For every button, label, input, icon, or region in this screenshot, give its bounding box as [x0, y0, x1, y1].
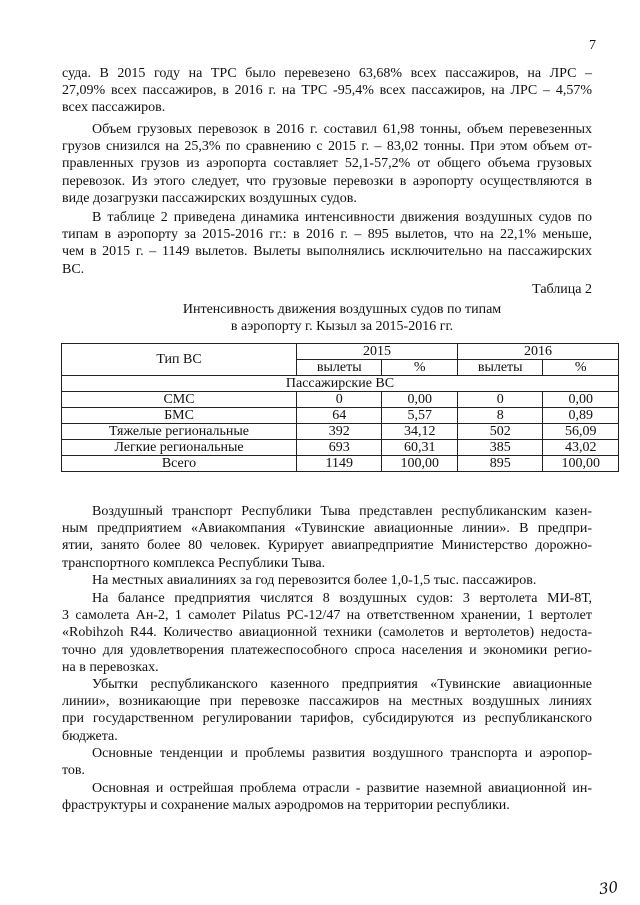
value-cell: 392 [297, 424, 382, 440]
paragraph-7 [62, 676, 592, 745]
value-cell: 100,00 [382, 456, 458, 472]
text-line: суда. В 2015 году на ТРС было перевезено 63,68% всех пассажиров, на ЛРС – [62, 66, 592, 81]
handwritten-page-mark: 30 [597, 877, 620, 899]
table-row-total [62, 456, 619, 472]
value-cell: 64 [297, 408, 382, 424]
type-cell: Всего [62, 456, 297, 472]
table-row [62, 424, 619, 440]
text-line: линии», возникающие при перевозке пассажиров на местных воздушных линиях [62, 694, 592, 710]
table-row [62, 408, 619, 424]
value-cell: 0 [457, 392, 542, 408]
value-cell: 8 [457, 408, 542, 424]
sub-header: % [382, 360, 458, 376]
type-cell: Тяжелые региональные [62, 424, 297, 440]
text-line: транспортного комплекса Республики Тыва. [62, 555, 326, 571]
text-line: Воздушный транспорт Республики Тыва представлен республиканским казен- [92, 504, 592, 519]
text-line: на в перевозках. [62, 659, 159, 675]
text-line: тов. [62, 763, 86, 779]
value-cell: 60,31 [382, 440, 458, 456]
table-label: Таблица 2 [532, 282, 592, 297]
paragraph-4 [62, 503, 592, 572]
text-line: перевозок. Из этого следует, что грузовые перевозки в аэропорту осуществляются в [62, 173, 592, 189]
value-cell: 693 [297, 440, 382, 456]
text-line: ятии, занято более 80 человек. Курирует авиапредприятие Министерство дорожно- [62, 538, 592, 554]
value-cell: 1149 [297, 456, 382, 472]
text-line: «Robihzoh R44. Количество авиационной техники (самолетов и вертолетов) недоста- [62, 625, 592, 641]
value-cell: 5,57 [382, 408, 458, 424]
value-cell: 0 [297, 392, 382, 408]
value-cell: 385 [457, 440, 542, 456]
value-cell: 895 [457, 456, 542, 472]
value-cell: 100,00 [543, 456, 619, 472]
value-cell: 0,00 [382, 392, 458, 408]
paragraph-6 [62, 590, 592, 676]
text-line: Убытки республиканского казенного предприятия «Тувинские авиационные [92, 677, 592, 692]
text-line: виде дозагрузки пассажирских воздушных судов. [62, 190, 357, 206]
intensity-table [61, 343, 619, 472]
table-title [62, 301, 622, 335]
group-label: Пассажирские ВС [62, 376, 619, 392]
text-line: бюджета. [62, 728, 118, 744]
text-line: Основные тенденции и проблемы развития воздушного транспорта и аэропор- [92, 746, 592, 761]
type-cell: СМС [62, 392, 297, 408]
value-cell: 56,09 [543, 424, 619, 440]
text-line: 27,09% всех пассажиров, в 2016 г. на ТРС -95,4% всех пассажиров, на ЛРС – 4,57% [62, 83, 592, 99]
paragraph-5 [62, 572, 592, 589]
paragraph-9 [62, 780, 592, 814]
page-number: 7 [589, 38, 596, 53]
text-line: Объем грузовых перевозок в 2016 г. составил 61,98 тонны, объем перевезенных [92, 122, 592, 137]
year-header-2015: 2015 [297, 344, 458, 360]
sub-header: вылеты [457, 360, 542, 376]
text-line: фраструктуры и сохранение малых аэродромов на территории республики. [62, 798, 510, 814]
text-line: чем в 2015 г. – 1149 вылетов. Вылеты выполнялись исключительно на пассажирских [62, 244, 592, 260]
text-line: Основная и острейшая проблема отрасли - развитие наземной авиационной ин- [92, 781, 592, 796]
text-line: всех пассажиров. [62, 100, 166, 116]
text-line: В таблице 2 приведена динамика интенсивности движения воздушных судов по [92, 210, 592, 225]
table-row [62, 392, 619, 408]
paragraph-1 [62, 65, 592, 117]
value-cell: 502 [457, 424, 542, 440]
text-line: правленных грузов из аэропорта составляет 52,1-57,2% от общего объема грузовых [62, 156, 592, 172]
paragraph-3 [62, 209, 592, 278]
value-cell: 0,89 [543, 408, 619, 424]
text-line: На местных авиалиниях за год перевозится более 1,0-1,5 тыс. пассажиров. [92, 573, 537, 588]
text-line: при государственном регулировании тарифов, субсидируются из республиканского [62, 711, 592, 727]
text-line: точно для удовлетворения платежеспособного спроса населения и экономики регио- [62, 642, 592, 658]
table-title-line: Интенсивность движения воздушных судов по типам [182, 302, 502, 317]
text-line: На балансе предприятия числятся 8 воздушных судов: 3 вертолета МИ-8Т, [92, 591, 592, 606]
table-title-line: в аэропорту г. Кызыл за 2015-2016 гг. [230, 319, 454, 334]
sub-header: вылеты [297, 360, 382, 376]
text-line: грузов снизился на 25,3% по сравнению с 2015 г. – 83,02 тонны. При этом объем от- [62, 139, 592, 155]
value-cell: 43,02 [543, 440, 619, 456]
type-header: Тип ВС [62, 344, 297, 376]
year-header-2016: 2016 [457, 344, 618, 360]
text-line: ным предприятием «Авиакомпания «Тувинские авиационные линии». В предпри- [62, 521, 592, 537]
text-line: 3 самолета Ан-2, 1 самолет Pilatus PC-12/47 на ответственном хранении, 1 вертолет [62, 608, 592, 624]
type-cell: Легкие региональные [62, 440, 297, 456]
paragraph-2 [62, 121, 592, 207]
value-cell: 0,00 [543, 392, 619, 408]
text-line: типам в аэропорту за 2015-2016 гг.: в 2016 г. – 895 вылетов, что на 22,1% меньше, [62, 227, 592, 243]
type-cell: БМС [62, 408, 297, 424]
paragraph-8 [62, 745, 592, 779]
value-cell: 34,12 [382, 424, 458, 440]
sub-header: % [543, 360, 619, 376]
table-row [62, 440, 619, 456]
text-line: ВС. [62, 261, 85, 277]
